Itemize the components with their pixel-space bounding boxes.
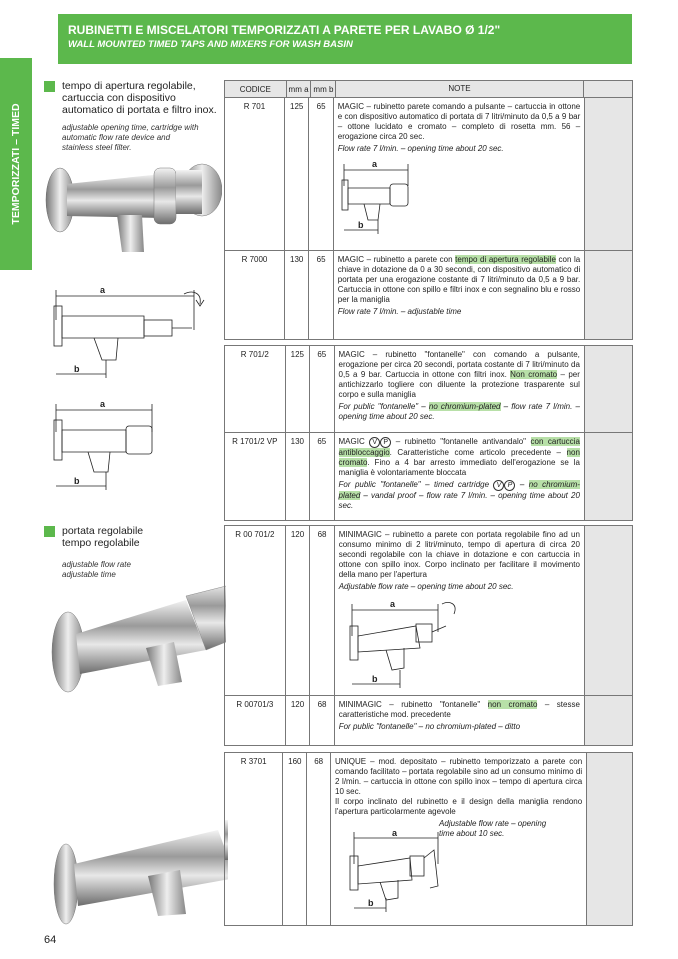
note-en-part: For public "fontanelle" – [338,402,429,411]
note-it: – stesse caratteristiche mod. precedente [338,700,580,719]
col-header-note: NOTE [336,81,583,98]
table-row [225,753,633,926]
feature-line: stainless steel filter. [62,143,132,152]
side-tab [0,58,32,270]
note-it: MINIMAGIC – rubinetto a parete con portata regolabile fino ad un consumo minimo di 2 litri/minuto, tempo di apertura di circa 20 secondi regolabile con la chiave in dotazione e con cartuccia in ottone con spillo inox. Corpo inclinato per facilitare il movimento della mano per l'apertura [338,530,580,579]
blank-cell [585,98,633,251]
note-it: . Caratteristiche come articolo precedente – [389,448,567,457]
dim-drawing-701 [338,158,448,238]
note-highlight: non cromato [338,448,580,467]
b-cell: 68 [307,753,331,926]
tap-photo-unique [48,796,228,926]
note-highlight: no chromium-plated [428,402,501,411]
note-en: For public "fontanelle" – no chromium-plated – ditto [338,722,521,731]
table-row [225,696,633,746]
feature-2-en [62,560,227,580]
feature-line: tempo di apertura regolabile, [62,80,196,92]
table-group-3 [224,525,633,746]
dim-drawing-701-2 [44,396,220,496]
blank-cell [584,696,632,746]
table-row [225,433,633,521]
table-group-4 [224,752,633,926]
note-it: – per antichizzarlo togliere con diluente la protezione trasparente sul corpo e sulla maniglia [338,370,580,399]
feature-bullet [44,526,55,537]
a-cell: 160 [283,753,307,926]
code-cell: R 7000 [225,251,285,340]
table-group-2 [224,345,633,521]
feature-line: portata regolabile [62,525,144,537]
note-en-part: – [515,480,529,489]
table-group-1 [224,97,633,340]
note-en [339,402,580,422]
feature-1-en [62,123,227,153]
code-cell: R 701 [225,98,285,251]
code-cell: R 00 701/2 [225,526,286,696]
note-cell [331,753,587,926]
col-header-blank [583,81,632,98]
dim-label-b: b [368,898,374,908]
dim-label-b: b [357,220,364,230]
note-en: Flow rate 7 l/min. – adjustable time [337,307,462,316]
note-highlight: con cartuccia antibloccaggio [338,437,580,457]
feature-line: adjustable flow rate [62,560,131,569]
col-header-b: mm b [311,81,336,98]
dim-label-b: b [74,364,80,374]
note-it: MINIMAGIC – rubinetto "fontanelle" [338,700,488,709]
blank-cell [584,526,632,696]
a-cell: 120 [285,526,310,696]
p-symbol-icon: P [380,437,391,448]
note-en-part: For public "fontanelle" – timed cartridge [338,480,494,489]
b-cell: 68 [310,526,334,696]
b-cell: 68 [310,696,334,746]
blank-cell [584,346,632,433]
code-cell: R 1701/2 VP [225,433,286,521]
note-cell [334,526,584,696]
code-cell: R 701/2 [225,346,286,433]
dim-label-b: b [74,476,80,486]
note-highlight: non cromato [487,700,538,709]
note-it: UNIQUE – mod. depositato – rubinetto temporizzato a parete con comando facilitato – portata regolabile sino ad un consumo minimo di 2 l/min. – cartuccia in ottone con spillo inox – tempo di apertura circa 10 sec. [335,757,583,796]
note-it: con la chiave in dotazione da 0 a 30 secondi, con dispositivo automatico di portata per una erogazione costante di 7 litri/minuto da 0,5 a 9 bar. Cartuccia in ottone con spillo e filtri inox e con segnalino blu e rosso per la maniglia [337,255,581,304]
note-cell [333,251,585,340]
note-it: MAGIC [338,437,370,446]
feature-line: cartuccia con dispositivo [62,92,176,104]
note-cell [334,433,584,521]
note-highlight: no chromium-plated [338,480,580,500]
dim-label-a: a [100,285,106,295]
table-row [225,346,633,433]
v-symbol-icon: V [493,480,504,491]
blank-cell [585,251,633,340]
feature-line: automatic flow rate device and [62,133,171,142]
a-cell: 125 [284,98,309,251]
page-header [58,14,632,64]
blank-cell [584,433,632,521]
dim-label-a: a [392,828,398,838]
tap-photo-minimagic [46,578,226,698]
dim-label-a: a [100,399,106,409]
tap-photo-magic [42,160,222,260]
note-it: MAGIC – rubinetto parete comando a pulsante – cartuccia in ottone e con dispositivo automatico di portata di 7 litri/minuto da 0,5 a 9 bar – ottone lucidato e cromato – completo di rosetta mm. 56 – erogazione circa 20 sec. [337,102,581,141]
b-cell: 65 [309,98,333,251]
feature-line: adjustable time [62,570,116,579]
b-cell: 65 [310,433,334,521]
page-number: 64 [44,934,57,946]
dim-label-a: a [371,159,377,169]
note-en: Adjustable flow rate – opening time about 20 sec. [338,582,514,591]
dim-label-b: b [372,674,378,684]
blank-cell [587,753,633,926]
note-highlight: Non cromato [510,370,558,379]
feature-line: tempo regolabile [62,537,140,549]
b-cell: 65 [309,251,333,340]
spec-table [224,80,633,98]
code-cell: R 3701 [225,753,283,926]
code-cell: R 00701/3 [225,696,286,746]
note-it: . Fino a 4 bar arresto immediato dell'erogazione se la maniglia è volontariamente bloccata [338,458,580,477]
a-cell: 130 [285,433,310,521]
feature-bullet [44,81,55,92]
note-en: Adjustable flow rate – opening time about 10 sec. [439,819,547,838]
table-header-row [225,81,633,98]
header-title-it: RUBINETTI E MISCELATORI TEMPORIZZATI A PARETE PER LAVABO Ø 1/2" [68,23,501,37]
note-en: Flow rate 7 l/min. – opening time about 20 sec. [337,144,504,153]
p-symbol-icon: P [504,480,515,491]
dim-label-a: a [390,599,396,609]
feature-line: adjustable opening time, cartridge with [62,123,199,132]
table-row [225,526,633,696]
v-symbol-icon: V [369,437,380,448]
a-cell: 120 [285,696,310,746]
col-header-code: CODICE [225,81,287,98]
a-cell: 130 [284,251,309,340]
note-cell [333,98,585,251]
note-it-2: Il corpo inclinato del rubinetto e il design della maniglia rendono l'apertura particolarmente agevole [335,797,583,816]
side-tab-label: TEMPORIZZATI – TIMED [10,103,22,225]
table-row [225,98,633,251]
a-cell: 125 [285,346,310,433]
note-highlight: tempo di apertura regolabile [455,255,556,264]
note-it: – rubinetto "fontanelle antivandalo" [391,437,531,446]
note-en [339,480,580,511]
note-cell [334,346,584,433]
table-row [225,251,633,340]
note-cell [334,696,584,746]
header-title-en: WALL MOUNTED TIMED TAPS AND MIXERS FOR WASH BASIN [68,39,353,50]
feature-line: automatico di portata e filtro inox. [62,104,217,116]
feature-1-it [62,80,227,116]
col-header-a: mm a [286,81,311,98]
feature-2-it [62,525,227,549]
note-en-part: – vandal proof – flow rate 7 l/min. – opening time about 20 sec. [338,491,580,510]
b-cell: 65 [310,346,334,433]
note-it: MAGIC – rubinetto a parete con [337,255,456,264]
note-en-part: – flow rate 7 l/min. – opening time about 20 sec. [338,402,580,421]
dim-drawing-7000 [44,280,220,380]
note-it: MAGIC – rubinetto "fontanelle" con comando a pulsante, erogazione per circa 20 secondi, portata costante di 7 litri/minuto da 0,5 a 9 bar. Cartuccia in ottone con filtri inox. [338,350,580,379]
